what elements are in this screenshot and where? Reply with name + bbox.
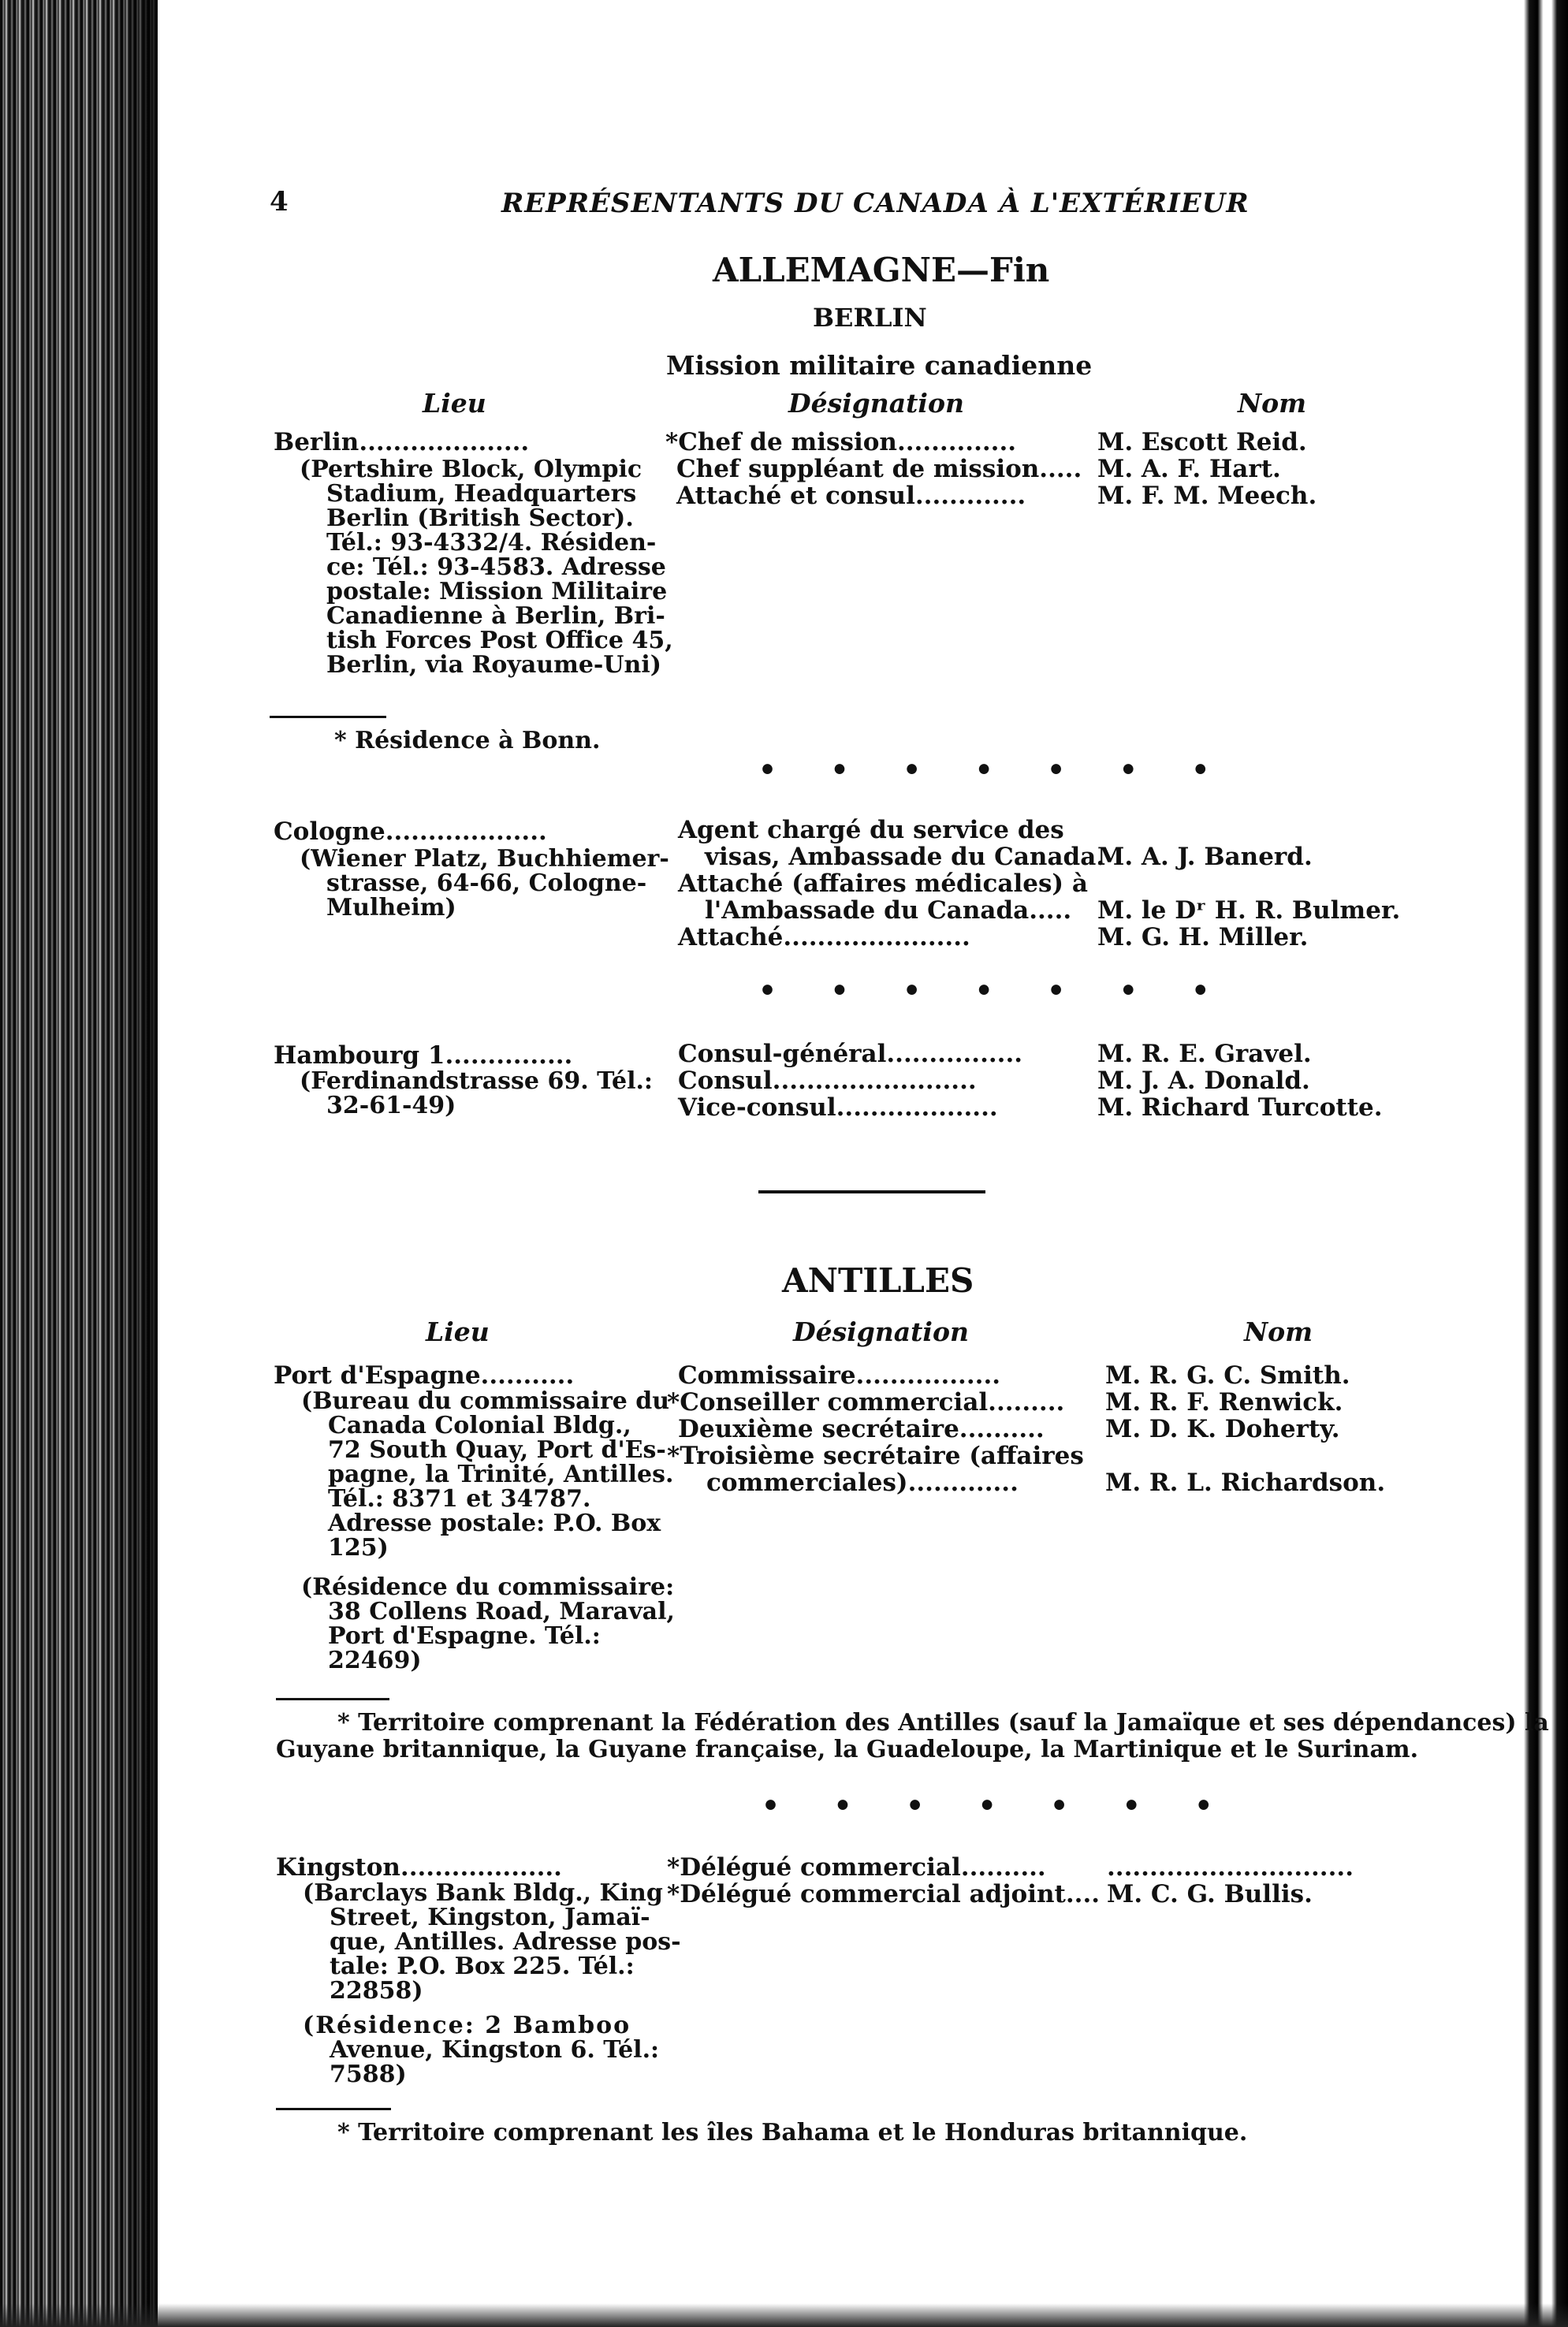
address-line: Canadienne à Berlin, Bri- [326, 602, 665, 630]
name-line: M. D. K. Doherty. [1105, 1415, 1340, 1443]
address-berlin [300, 457, 673, 677]
address-cologne [300, 847, 669, 920]
residence-kingston [303, 2013, 659, 2087]
address-line: (Résidence: 2 Bamboo [303, 2012, 631, 2039]
place-berlin: Berlin.................... [274, 428, 530, 456]
place-kingston: Kingston................... [276, 1853, 562, 1882]
designation-line: Agent chargé du service des [678, 816, 1064, 844]
address-line: ce: Tél.: 93-4583. Adresse [326, 553, 666, 581]
address-line: postale: Mission Militaire [326, 578, 668, 605]
running-title: REPRÉSENTANTS DU CANADA À L'EXTÉRIEUR [501, 188, 1250, 219]
designations-cologne [678, 817, 1104, 951]
designation-line: Commissaire................. [678, 1361, 1001, 1390]
name-line: M. R. E. Gravel. [1097, 1040, 1312, 1068]
name-line: ............................. [1107, 1853, 1354, 1882]
name-line: M. R. L. Richardson. [1105, 1469, 1386, 1497]
address-line: Mulheim) [326, 894, 456, 921]
address-line: (Résidence du commissaire: [301, 1573, 675, 1601]
address-line: tale: P.O. Box 225. Tél.: [330, 1953, 635, 1980]
footnote-kingston: * Territoire comprenant les îles Bahama et le Honduras britannique. [337, 2119, 1248, 2146]
address-line: Adresse postale: P.O. Box [328, 1510, 661, 1537]
address-line: (Bureau du commissaire du [301, 1387, 670, 1415]
designation-line: visas, Ambassade du Canada. [705, 843, 1105, 871]
address-line: Tél.: 93-4332/4. Résiden- [326, 529, 657, 557]
footnote-rule [276, 1698, 389, 1700]
address-line: 38 Collens Road, Maraval, [328, 1598, 675, 1625]
footnote-rule [276, 2108, 391, 2110]
address-line: (Ferdinandstrasse 69. Tél.: [300, 1067, 653, 1095]
designation-line: Consul-général................ [678, 1040, 1023, 1068]
name-line: M. Richard Turcotte. [1097, 1093, 1383, 1122]
designation-line: Attaché...................... [678, 923, 970, 951]
section-separator: • • • • • • • [762, 1789, 1235, 1823]
name-line: M. A. F. Hart. [1097, 455, 1281, 483]
section-heading-antilles: ANTILLES [782, 1261, 974, 1300]
name-line: M. A. J. Banerd. [1097, 843, 1313, 871]
designation-line: *Troisième secrétaire (affaires [667, 1442, 1084, 1470]
footnote-port-espagne-line2: Guyane britannique, la Guyane française, la Guadeloupe, la Martinique et le Surinam. [276, 1736, 1419, 1763]
designations-kingston [667, 1854, 1100, 1908]
designation-line: Attaché et consul............. [676, 482, 1026, 510]
page-number: 4 [270, 186, 289, 218]
address-line: 22858) [330, 1977, 423, 2005]
address-port-espagne [301, 1389, 673, 1560]
residence-port-espagne [301, 1575, 675, 1673]
address-line: 7588) [330, 2061, 407, 2088]
name-line: M. le Dʳ H. R. Bulmer. [1097, 896, 1401, 925]
name-line: M. Escott Reid. [1097, 428, 1307, 456]
section-separator: • • • • • • • [758, 974, 1232, 1007]
page-edge-bottom [0, 2303, 1568, 2327]
footnote-berlin: * Résidence à Bonn. [334, 727, 601, 754]
column-head-designation: Désignation [788, 388, 964, 419]
address-line: strasse, 64-66, Cologne- [326, 869, 647, 897]
name-line: M. C. G. Bullis. [1107, 1880, 1313, 1908]
section-heading-allemagne: ALLEMAGNE—Fin [713, 251, 1050, 289]
address-line: pagne, la Trinité, Antilles. [328, 1461, 674, 1488]
address-line: Stadium, Headquarters [326, 480, 637, 508]
place-hambourg: Hambourg 1............... [274, 1041, 573, 1070]
address-line: Berlin (British Sector). [326, 504, 634, 532]
section-divider [758, 1190, 985, 1193]
column-head-lieu: Lieu [423, 388, 486, 419]
column-head-designation: Désignation [793, 1316, 969, 1347]
address-line: 32-61-49) [326, 1092, 456, 1119]
place-port-espagne: Port d'Espagne........... [274, 1361, 575, 1390]
name-line: M. G. H. Miller. [1097, 923, 1309, 951]
column-head-lieu: Lieu [426, 1316, 490, 1347]
column-head-nom: Nom [1244, 1316, 1313, 1347]
designations-port-espagne [667, 1362, 1084, 1496]
name-line: M. R. G. C. Smith. [1105, 1361, 1350, 1390]
designation-line: commerciales)............. [706, 1469, 1019, 1497]
address-line: 22469) [328, 1647, 422, 1674]
address-line: 72 South Quay, Port d'Es- [328, 1436, 666, 1464]
address-line: Avenue, Kingston 6. Tél.: [330, 2036, 660, 2064]
column-head-nom: Nom [1238, 388, 1307, 419]
designation-line: Chef suppléant de mission..... [676, 455, 1082, 483]
section-separator: • • • • • • • [758, 754, 1232, 787]
names-hambourg [1097, 1041, 1383, 1121]
address-line: Port d'Espagne. Tél.: [328, 1622, 601, 1650]
address-line: (Barclays Bank Bldg., King [303, 1879, 663, 1907]
address-line: Canada Colonial Bldg., [328, 1412, 631, 1439]
name-line: M. R. F. Renwick. [1105, 1388, 1343, 1417]
name-line: M. F. M. Meech. [1097, 482, 1317, 510]
city-heading-berlin: BERLIN [813, 303, 927, 333]
designation-line: Consul........................ [678, 1067, 977, 1095]
mission-heading: Mission militaire canadienne [666, 350, 1093, 381]
designation-line: *Conseiller commercial......... [667, 1388, 1065, 1417]
designation-line: *Chef de mission.............. [665, 428, 1017, 456]
designation-line: Attaché (affaires médicales) à [678, 869, 1088, 898]
designation-line: *Délégué commercial adjoint.... [667, 1880, 1101, 1908]
designation-line: Vice-consul................... [678, 1093, 998, 1122]
gutter-shade [110, 0, 158, 2327]
designation-line: l'Ambassade du Canada..... [705, 896, 1072, 925]
footnote-rule [270, 716, 386, 718]
footnote-port-espagne-line1: * Territoire comprenant la Fédération des Antilles (sauf la Jamaïque et ses dépendances) la [337, 1709, 1549, 1737]
address-line: (Pertshire Block, Olympic [300, 456, 642, 483]
names-berlin [1097, 429, 1317, 509]
address-line: (Wiener Platz, Buchhiemer- [300, 845, 669, 873]
address-line: tish Forces Post Office 45, [326, 627, 673, 654]
address-kingston [303, 1881, 681, 2003]
names-kingston [1107, 1854, 1354, 1908]
address-line: Street, Kingston, Jamaï- [330, 1904, 650, 1931]
address-line: 125) [328, 1534, 389, 1562]
name-line: M. J. A. Donald. [1097, 1067, 1310, 1095]
address-line: Berlin, via Royaume-Uni) [326, 651, 661, 679]
names-cologne [1097, 843, 1400, 951]
address-line: Tél.: 8371 et 34787. [328, 1485, 591, 1513]
designation-line: Deuxième secrétaire.......... [678, 1415, 1045, 1443]
address-hambourg [300, 1069, 653, 1118]
page-edge-right [1513, 0, 1568, 2327]
place-cologne: Cologne................... [274, 817, 547, 846]
designations-hambourg [678, 1041, 1022, 1121]
address-line: que, Antilles. Adresse pos- [330, 1928, 681, 1956]
designation-line: *Délégué commercial.......... [667, 1853, 1046, 1882]
names-port-espagne [1105, 1362, 1385, 1496]
designations-berlin [665, 429, 1082, 509]
